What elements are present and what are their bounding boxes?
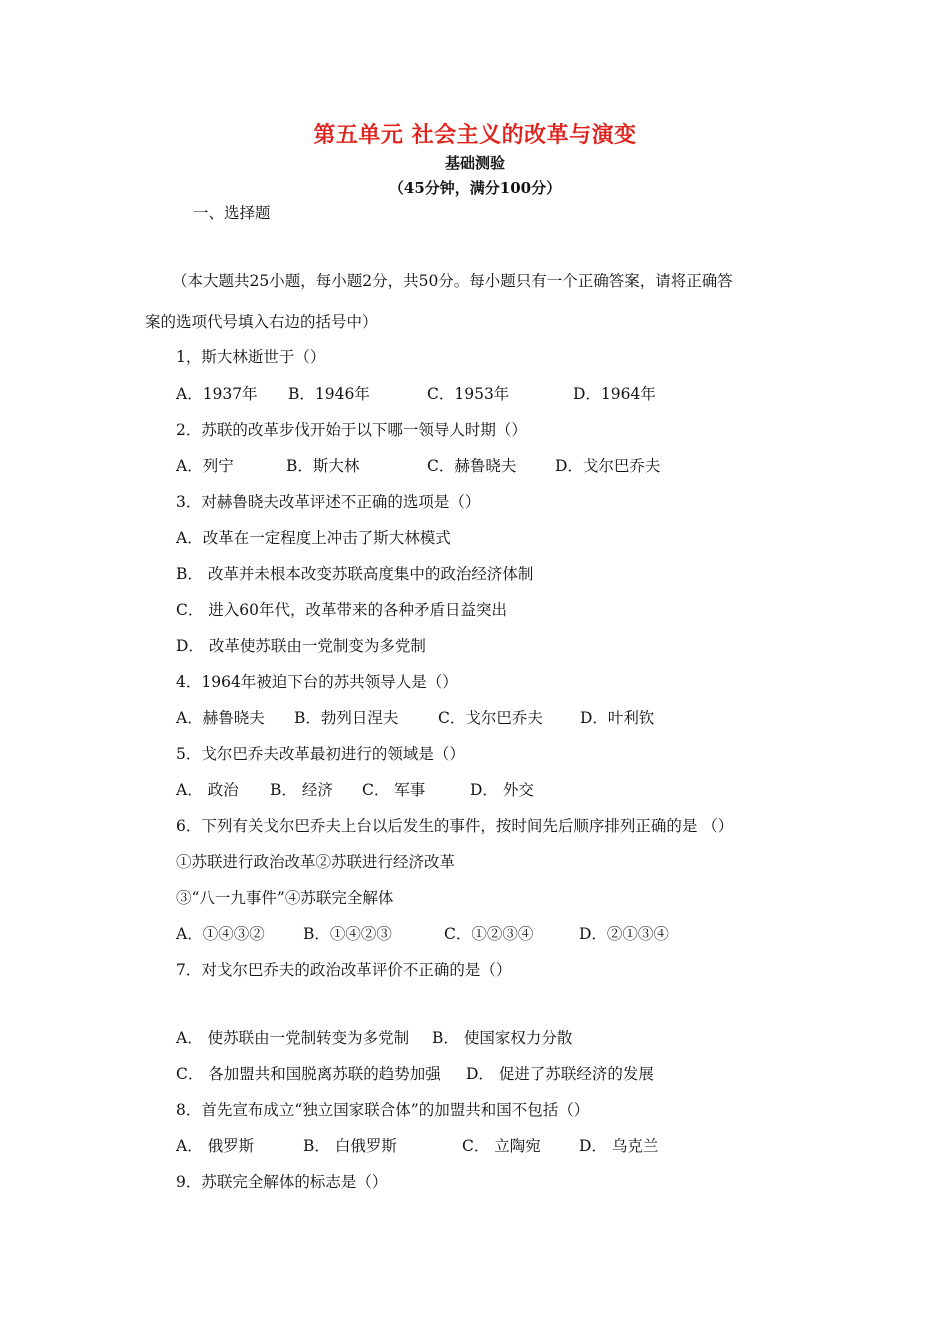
option: C． 军事 [362, 781, 426, 799]
option: D．戈尔巴乔夫 [555, 457, 661, 475]
option: A．改革在一定程度上冲击了斯大林模式 [176, 529, 451, 547]
option: D．1964年 [573, 385, 656, 403]
exam-info: （45分钟，满分100分） [388, 179, 562, 197]
option: A． 使苏联由一党制转变为多党制 [176, 1029, 410, 1047]
option: D． 外交 [470, 781, 534, 799]
page-subtitle: 基础测验 [444, 154, 505, 172]
instruction-line: 案的选项代号填入右边的括号中） [145, 313, 378, 331]
option: B． 经济 [270, 781, 333, 799]
option: A． 俄罗斯 [176, 1137, 255, 1155]
question-stem: 9．苏联完全解体的标志是（） [176, 1173, 388, 1191]
section-heading: 一、选择题 [193, 204, 271, 222]
question-item: ①苏联进行政治改革②苏联进行经济改革 [176, 853, 456, 871]
option: C．1953年 [427, 385, 510, 403]
question-stem: 3．对赫鲁晓夫改革评述不正确的选项是（） [176, 493, 481, 511]
question-stem: 5．戈尔巴乔夫改革最初进行的领域是（） [176, 745, 465, 763]
option: B．勃列日涅夫 [294, 709, 399, 727]
option: A． 政治 [176, 781, 239, 799]
option: D． 乌克兰 [579, 1137, 659, 1155]
option: A．赫鲁晓夫 [176, 709, 265, 727]
question-stem: 4．1964年被迫下台的苏共领导人是（） [176, 673, 458, 691]
option: B． 改革并未根本改变苏联高度集中的政治经济体制 [176, 565, 534, 583]
option: C．戈尔巴乔夫 [438, 709, 543, 727]
option: A．列宁 [176, 457, 234, 475]
option: A．①④③② [176, 925, 265, 943]
option: B． 使国家权力分散 [432, 1029, 573, 1047]
option: D．②①③④ [579, 925, 669, 943]
option: B． 白俄罗斯 [303, 1137, 397, 1155]
option: C．赫鲁晓夫 [427, 457, 517, 475]
instruction-line: （本大题共25小题，每小题2分，共50分。每小题只有一个正确答案，请将正确答 [172, 272, 733, 290]
question-stem: 6．下列有关戈尔巴乔夫上台以后发生的事件，按时间先后顺序排列正确的是 （） [176, 817, 734, 835]
option: A．1937年 [176, 385, 258, 403]
question-item: ③“八一九事件”④苏联完全解体 [176, 889, 394, 907]
option: C． 立陶宛 [462, 1137, 541, 1155]
option: B．①④②③ [303, 925, 392, 943]
question-stem: 1，斯大林逝世于（） [176, 348, 326, 366]
option: D． 促进了苏联经济的发展 [466, 1065, 654, 1083]
option: D．叶利钦 [580, 709, 655, 727]
question-stem: 2．苏联的改革步伐开始于以下哪一领导人时期（） [176, 421, 527, 439]
option: C． 进入60年代，改革带来的各种矛盾日益突出 [176, 601, 508, 619]
option: C．①②③④ [444, 925, 534, 943]
option: B．1946年 [288, 385, 370, 403]
question-stem: 7．对戈尔巴乔夫的政治改革评价不正确的是（） [176, 961, 512, 979]
question-stem: 8．首先宣布成立“独立国家联合体”的加盟共和国不包括（） [176, 1101, 590, 1119]
option: B．斯大林 [286, 457, 360, 475]
page-title: 第五单元 社会主义的改革与演变 [313, 122, 637, 148]
option: C． 各加盟共和国脱离苏联的趋势加强 [176, 1065, 441, 1083]
option: D． 改革使苏联由一党制变为多党制 [176, 637, 426, 655]
